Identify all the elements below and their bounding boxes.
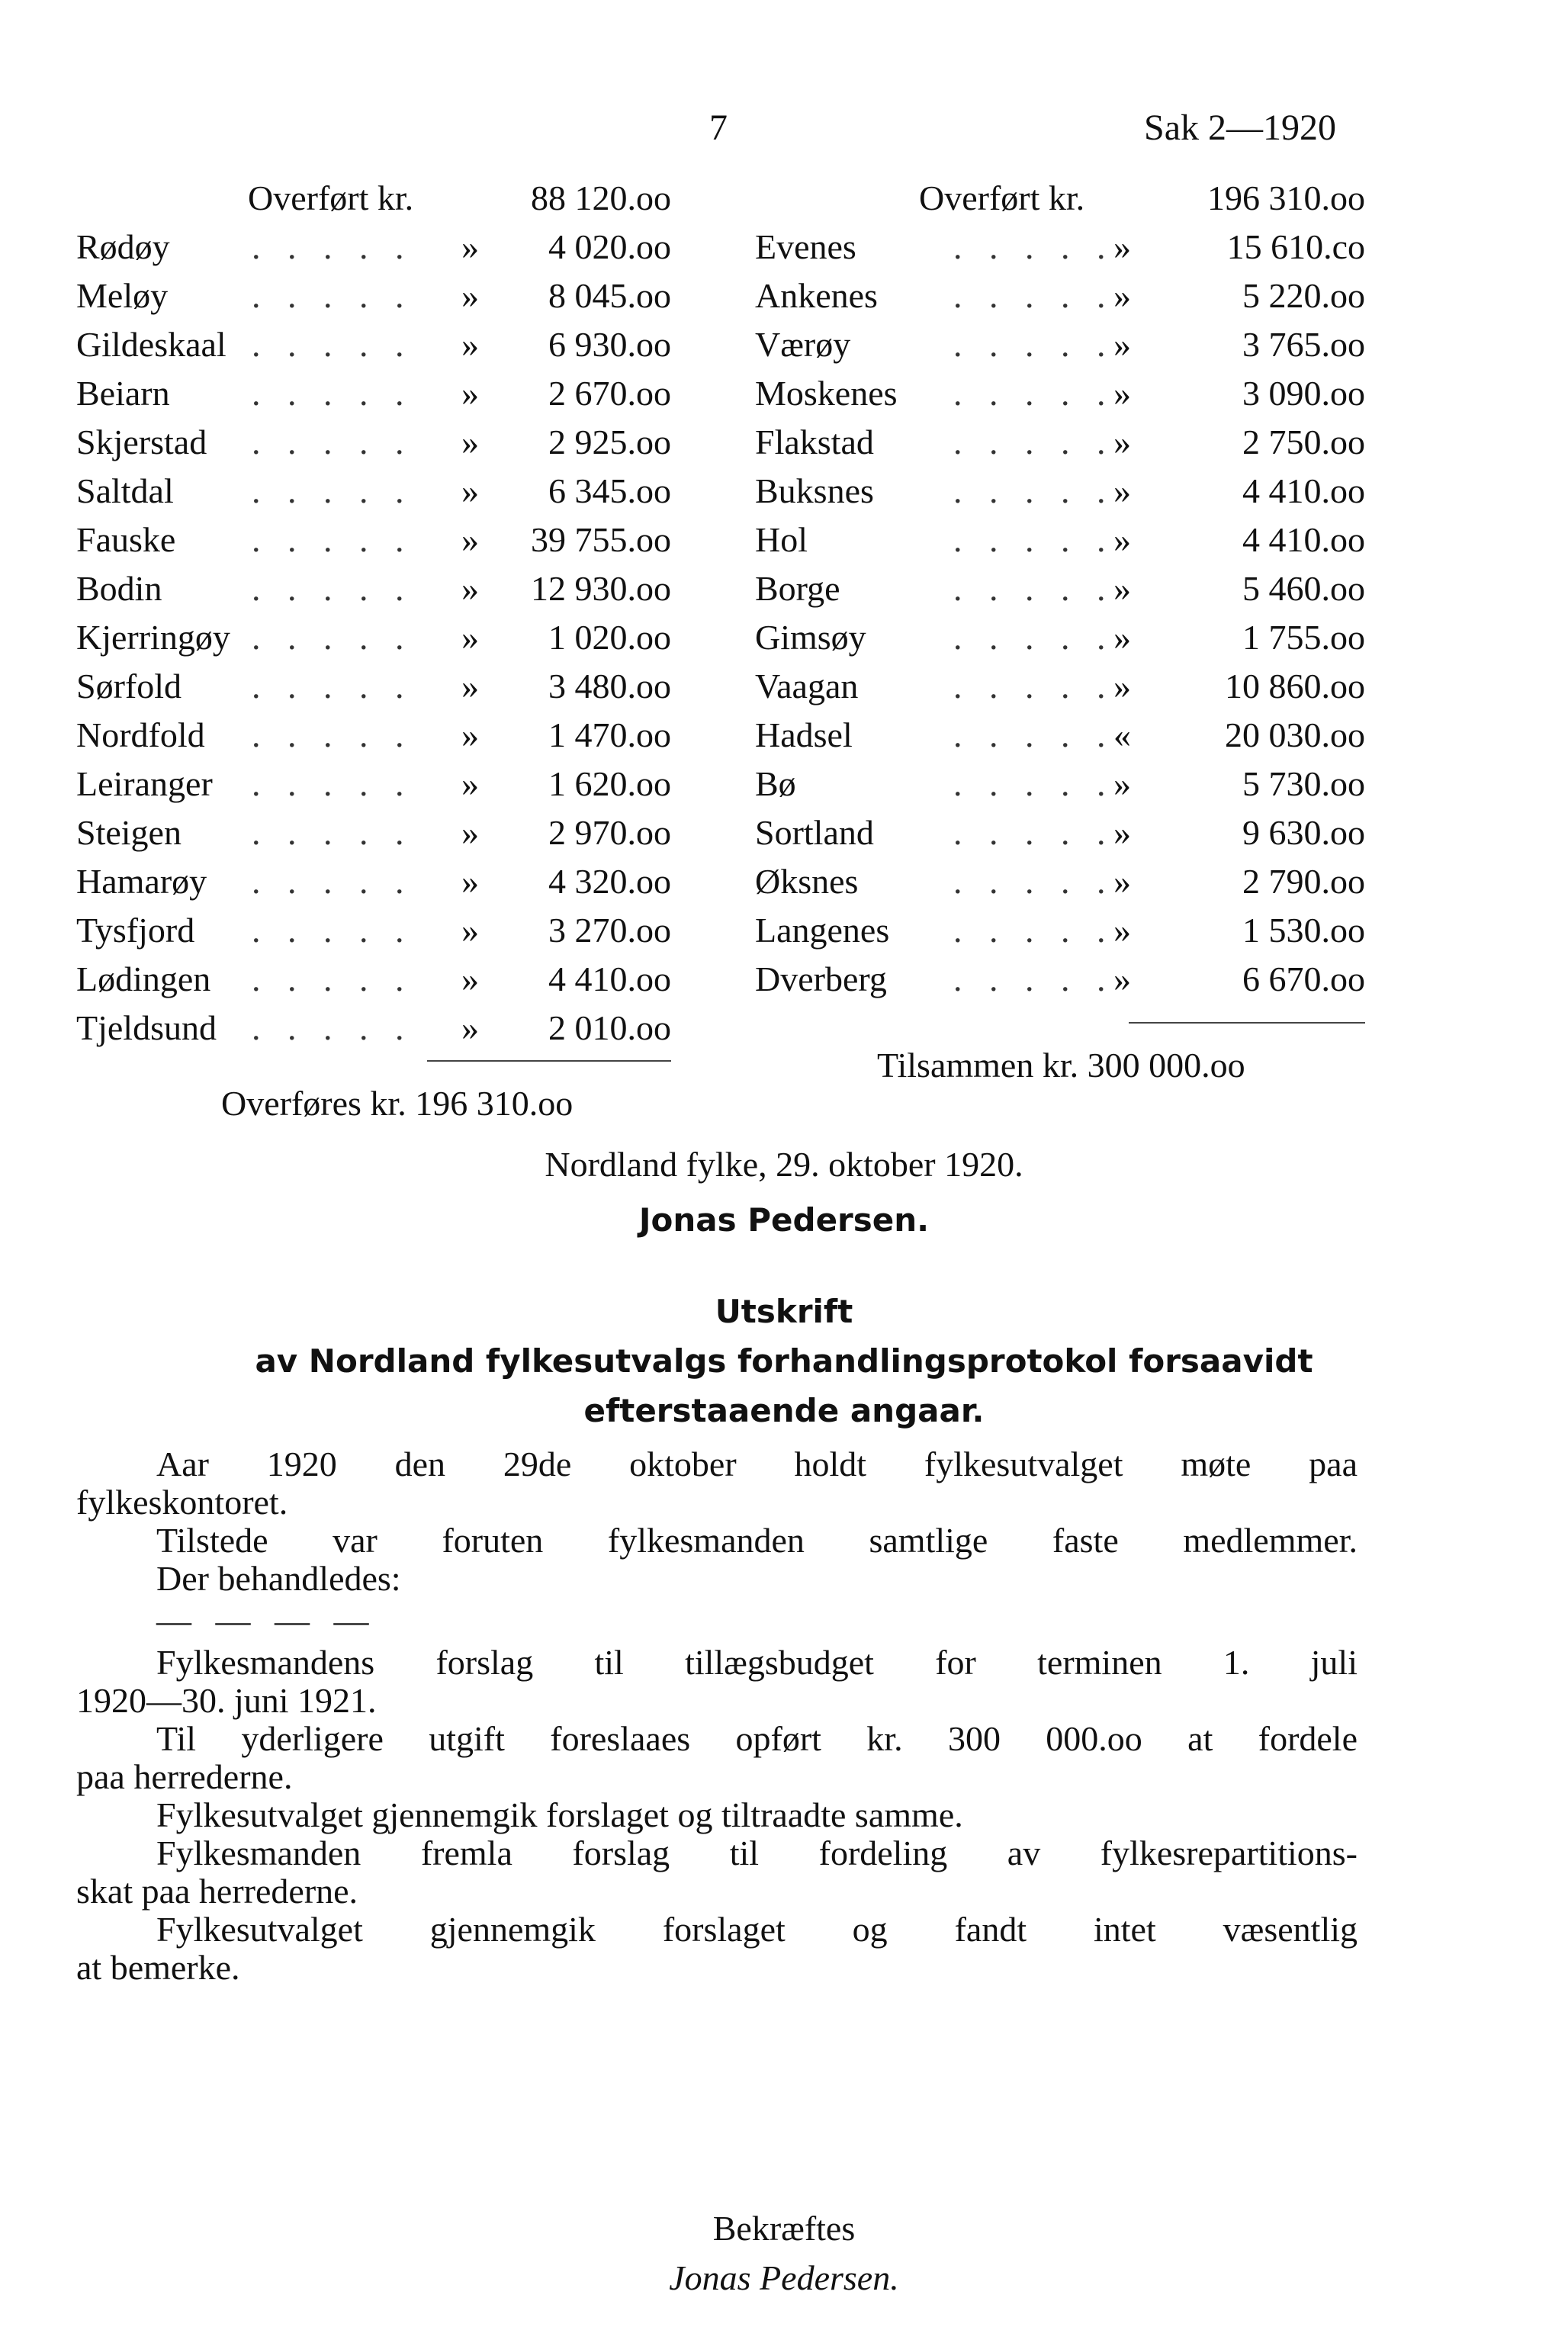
paragraph [76, 1720, 1358, 1796]
ditto-mark: » [1113, 227, 1131, 266]
leader-dots: . . . . . [953, 374, 1115, 413]
allocation-amount: 39 755.oo [531, 520, 671, 559]
table-row [76, 467, 671, 516]
ditto-mark: » [1113, 813, 1131, 852]
municipality-name: Vaagan [755, 667, 859, 705]
leader-dots: . . . . . [953, 325, 1115, 364]
leader-dots: . . . . . [252, 715, 413, 754]
allocation-amount: 10 860.oo [1225, 667, 1365, 705]
allocation-amount: 4 410.oo [1242, 520, 1365, 559]
allocation-amount: 3 765.oo [1242, 325, 1365, 364]
municipality-name: Hamarøy [76, 862, 207, 901]
signature-bold: Jonas Pedersen. [638, 1201, 930, 1239]
allocation-amount: 15 610.co [1226, 227, 1365, 266]
carried-in-row [76, 174, 671, 223]
ditto-mark: » [461, 276, 479, 315]
total-amount: 300 000.oo [1087, 1046, 1245, 1085]
ditto-mark: » [1113, 618, 1131, 657]
municipality-name: Sørfold [76, 667, 182, 705]
paragraph-continuation: paa herrederne. [76, 1757, 293, 1796]
leader-dots: . . . . . [252, 569, 413, 608]
ditto-mark: » [461, 471, 479, 510]
ditto-mark: » [1113, 520, 1131, 559]
leader-dots: . . . . . [252, 423, 413, 461]
ditto-mark: » [1113, 959, 1131, 998]
table-row [755, 906, 1365, 955]
allocation-amount: 4 410.oo [548, 959, 671, 998]
left-allocation-table [76, 174, 671, 1053]
separator-dashes: — — — — [156, 1601, 377, 1640]
allocation-amount: 2 750.oo [1242, 423, 1365, 461]
municipality-name: Evenes [755, 227, 856, 266]
table-row [755, 613, 1365, 662]
allocation-amount: 4 410.oo [1242, 471, 1365, 510]
ditto-mark: » [461, 1008, 479, 1047]
ditto-mark: » [1113, 325, 1131, 364]
table-row [755, 857, 1365, 906]
leader-dots: . . . . . [252, 764, 413, 803]
table-row [76, 906, 671, 955]
ditto-mark: » [461, 959, 479, 998]
allocation-amount: 2 670.oo [548, 374, 671, 413]
allocation-amount: 5 460.oo [1242, 569, 1365, 608]
allocation-amount: 1 020.oo [548, 618, 671, 657]
municipality-name: Leiranger [76, 764, 213, 803]
ditto-mark: » [461, 618, 479, 657]
municipality-name: Ankenes [755, 276, 878, 315]
municipality-name: Skjerstad [76, 423, 207, 461]
allocation-amount: 1 530.oo [1242, 911, 1365, 950]
table-row [76, 223, 671, 272]
table-row [76, 662, 671, 711]
municipality-name: Kjerringøy [76, 618, 230, 657]
leader-dots: . . . . . [953, 764, 1115, 803]
leader-dots: . . . . . [953, 227, 1115, 266]
allocation-amount: 8 045.oo [548, 276, 671, 315]
leader-dots: . . . . . [953, 471, 1115, 510]
municipality-name: Flakstad [755, 423, 874, 461]
ditto-mark: » [461, 374, 479, 413]
leader-dots: . . . . . [953, 813, 1115, 852]
ditto-mark: » [461, 715, 479, 754]
leader-dots: . . . . . [953, 276, 1115, 315]
table-row [76, 760, 671, 808]
carried-in-amount-right: 196 310.oo [1207, 178, 1365, 217]
heading-line-1: Utskrift [715, 1293, 853, 1330]
right-allocation-table [755, 174, 1365, 1004]
signature-italic: Jonas Pedersen. [669, 2258, 899, 2297]
table-row [76, 418, 671, 467]
allocation-amount: 9 630.oo [1242, 813, 1365, 852]
carried-in-amount: 88 120.oo [531, 178, 671, 217]
paragraph-line: Fylkesutvalget gjennemgik forslaget og tiltraadte samme. [156, 1795, 963, 1834]
paragraph [76, 1834, 1358, 1911]
paragraph [76, 1522, 1358, 1560]
paragraph-line: Tilstede var foruten fylkesmanden samtlige faste medlemmer. [156, 1521, 1358, 1560]
table-row [755, 516, 1365, 564]
ditto-mark: » [461, 667, 479, 705]
municipality-name: Gimsøy [755, 618, 866, 657]
place-date-line: Nordland fylke, 29. oktober 1920. [545, 1145, 1023, 1184]
paragraph [76, 1445, 1358, 1522]
minutes-body [76, 1445, 1358, 1987]
table-row [76, 808, 671, 857]
carried-in-label: Overført kr. [248, 178, 414, 217]
allocation-amount: 3 270.oo [548, 911, 671, 950]
paragraph-line: Aar 1920 den 29de oktober holdt fylkesutvalget møte paa [156, 1445, 1358, 1483]
ditto-mark: » [461, 569, 479, 608]
leader-dots: . . . . . [252, 325, 413, 364]
municipality-name: Rødøy [76, 227, 170, 266]
table-row [755, 320, 1365, 369]
heading-line-2: av Nordland fylkesutvalgs forhandlingsprotokol forsaavidt [255, 1342, 1313, 1380]
leader-dots: . . . . . [953, 618, 1115, 657]
allocation-amount: 3 090.oo [1242, 374, 1365, 413]
carried-out-label: Overføres kr. [221, 1084, 406, 1123]
allocation-amount: 1 470.oo [548, 715, 671, 754]
leader-dots: . . . . . [252, 520, 413, 559]
case-reference: Sak 2—1920 [1144, 108, 1336, 148]
table-row [755, 564, 1365, 613]
municipality-name: Bodin [76, 569, 162, 608]
table-row [76, 564, 671, 613]
paragraph-line: Fylkesmanden fremla forslag til fordeling av fylkesrepartitions- [156, 1834, 1358, 1872]
right-sum-rule [1129, 1022, 1365, 1024]
allocation-amount: 6 670.oo [1242, 959, 1365, 998]
allocation-amount: 1 620.oo [548, 764, 671, 803]
ditto-mark: » [461, 813, 479, 852]
confirmation-word: Bekræftes [712, 2209, 856, 2248]
paragraph [76, 1911, 1358, 1987]
ditto-mark: » [461, 520, 479, 559]
leader-dots: . . . . . [252, 813, 413, 852]
table-row [76, 955, 671, 1004]
table-row [755, 272, 1365, 320]
table-row [755, 662, 1365, 711]
leader-dots: . . . . . [252, 618, 413, 657]
leader-dots: . . . . . [252, 1008, 413, 1047]
leader-dots: . . . . . [252, 959, 413, 998]
allocation-amount: 3 480.oo [548, 667, 671, 705]
allocation-amount: 6 345.oo [548, 471, 671, 510]
allocation-amount: 5 220.oo [1242, 276, 1365, 315]
paragraph-continuation: fylkeskontoret. [76, 1483, 288, 1522]
table-row [755, 418, 1365, 467]
municipality-name: Tysfjord [76, 911, 195, 950]
allocation-amount: 4 020.oo [548, 227, 671, 266]
leader-dots: . . . . . [953, 959, 1115, 998]
allocation-amount: 2 010.oo [548, 1008, 671, 1047]
municipality-name: Buksnes [755, 471, 874, 510]
municipality-name: Beiarn [76, 374, 170, 413]
ditto-mark: » [461, 227, 479, 266]
allocation-amount: 4 320.oo [548, 862, 671, 901]
total-label: Tilsammen kr. [877, 1046, 1079, 1085]
table-row [755, 711, 1365, 760]
table-row [755, 808, 1365, 857]
municipality-name: Tjeldsund [76, 1008, 217, 1047]
leader-dots: . . . . . [953, 520, 1115, 559]
carried-out-amount: 196 310.oo [415, 1084, 574, 1123]
right-total [877, 1045, 1245, 1085]
ditto-mark: » [1113, 911, 1131, 950]
table-row [76, 1004, 671, 1053]
leader-dots: . . . . . [252, 276, 413, 315]
leader-dots: . . . . . [252, 667, 413, 705]
municipality-name: Moskenes [755, 374, 898, 413]
allocation-amount: 1 755.oo [1242, 618, 1365, 657]
municipality-name: Hol [755, 520, 808, 559]
left-carried-out [221, 1083, 573, 1123]
paragraph-continuation: 1920—30. juni 1921. [76, 1681, 377, 1720]
paragraph-line: Fylkesutvalget gjennemgik forslaget og fandt intet væsentlig [156, 1910, 1358, 1949]
heading-line-3: efterstaaende angaar. [583, 1392, 985, 1429]
leader-dots: . . . . . [252, 374, 413, 413]
allocation-amount: 2 970.oo [548, 813, 671, 852]
municipality-name: Øksnes [755, 862, 859, 901]
page-header [0, 107, 1568, 153]
ditto-mark: » [1113, 276, 1131, 315]
allocation-amount: 6 930.oo [548, 325, 671, 364]
table-row [755, 467, 1365, 516]
paragraph [76, 1796, 1358, 1834]
municipality-name: Steigen [76, 813, 182, 852]
ditto-mark: » [1113, 471, 1131, 510]
ditto-mark: » [1113, 423, 1131, 461]
paragraph [76, 1560, 1358, 1598]
carried-in-label-right: Overført kr. [919, 178, 1085, 217]
municipality-name: Lødingen [76, 959, 211, 998]
paragraph-continuation: skat paa herrederne. [76, 1872, 358, 1911]
municipality-name: Dverberg [755, 959, 887, 998]
table-row [76, 320, 671, 369]
leader-dots: . . . . . [252, 471, 413, 510]
leader-dots: . . . . . [252, 911, 413, 950]
table-row [76, 711, 671, 760]
leader-dots: . . . . . [252, 862, 413, 901]
municipality-name: Bø [755, 764, 796, 803]
paragraph-line: Til yderligere utgift foreslaaes opført kr. 300 000.oo at fordele [156, 1719, 1358, 1758]
ditto-mark: » [1113, 569, 1131, 608]
allocation-amount: 2 790.oo [1242, 862, 1365, 901]
allocation-amount: 20 030.oo [1225, 715, 1365, 754]
allocation-amount: 12 930.oo [531, 569, 671, 608]
ditto-mark: » [461, 862, 479, 901]
table-row [755, 760, 1365, 808]
carried-in-row-right [755, 174, 1365, 223]
ditto-mark: » [1113, 667, 1131, 705]
ditto-mark: » [1113, 764, 1131, 803]
paragraph [76, 1644, 1358, 1720]
paragraph-line: Fylkesmandens forslag til tillægsbudget for terminen 1. juli [156, 1643, 1358, 1682]
table-row [755, 955, 1365, 1004]
municipality-name: Fauske [76, 520, 176, 559]
leader-dots: . . . . . [953, 569, 1115, 608]
leader-dots: . . . . . [953, 667, 1115, 705]
ditto-mark: » [461, 325, 479, 364]
table-row [76, 272, 671, 320]
ditto-mark: » [461, 423, 479, 461]
left-sum-rule [427, 1060, 671, 1062]
table-row [755, 369, 1365, 418]
paragraph-continuation: at bemerke. [76, 1948, 240, 1987]
paragraph-line: Der behandledes: [156, 1559, 401, 1598]
ditto-mark: » [1113, 374, 1131, 413]
municipality-name: Hadsel [755, 715, 853, 754]
municipality-name: Langenes [755, 911, 890, 950]
leader-dots: . . . . . [953, 911, 1115, 950]
municipality-name: Gildeskaal [76, 325, 227, 364]
municipality-name: Nordfold [76, 715, 205, 754]
table-row [76, 613, 671, 662]
municipality-name: Borge [755, 569, 840, 608]
municipality-name: Saltdal [76, 471, 174, 510]
leader-dots: . . . . . [953, 423, 1115, 461]
page-number: 7 [709, 108, 728, 148]
municipality-name: Værøy [755, 325, 851, 364]
leader-dots: . . . . . [953, 715, 1115, 754]
allocation-amount: 2 925.oo [548, 423, 671, 461]
table-row [755, 223, 1365, 272]
ditto-mark: « [1113, 715, 1131, 754]
leader-dots: . . . . . [953, 862, 1115, 901]
table-row [76, 369, 671, 418]
ditto-mark: » [461, 911, 479, 950]
allocation-amount: 5 730.oo [1242, 764, 1365, 803]
municipality-name: Sortland [755, 813, 874, 852]
table-row [76, 857, 671, 906]
ditto-mark: » [1113, 862, 1131, 901]
ditto-mark: » [461, 764, 479, 803]
leader-dots: . . . . . [252, 227, 413, 266]
municipality-name: Meløy [76, 276, 169, 315]
table-row [76, 516, 671, 564]
